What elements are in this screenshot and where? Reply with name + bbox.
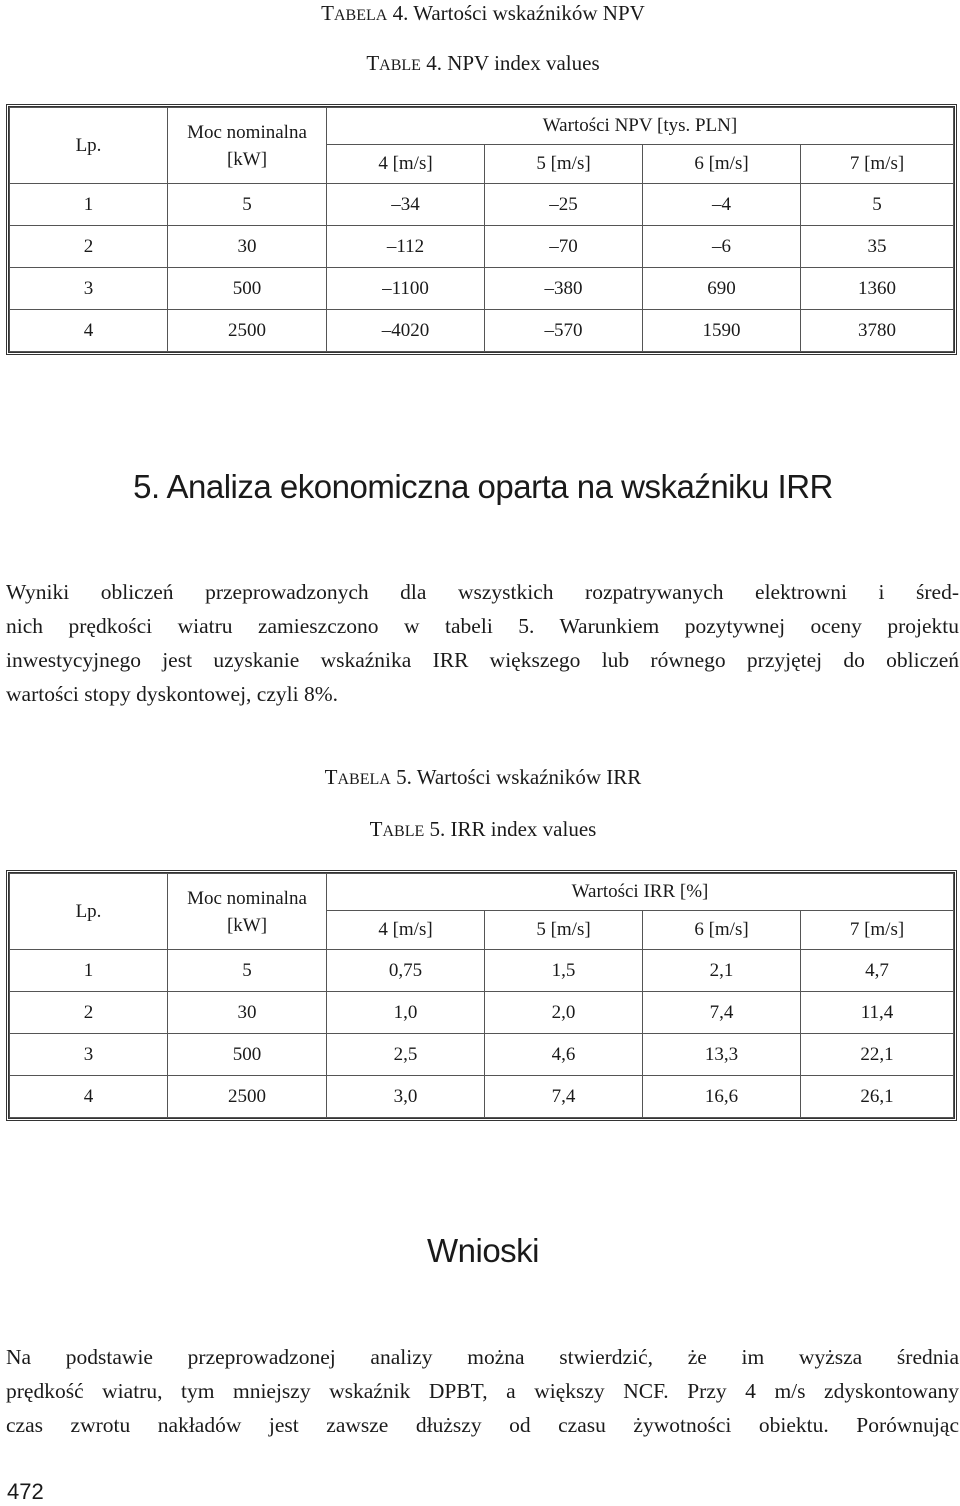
table-cell: 3,0 [327,1076,485,1118]
table-cell: 4,7 [801,950,954,992]
table-row [10,992,954,1034]
table-cell: 7,4 [643,992,801,1034]
npv-header-moc [168,108,327,184]
table4-caption-en: TABLE 4. NPV index values [366,51,600,75]
conclusions-heading: Wnioski [426,1232,540,1269]
table-row [10,268,954,310]
conclusions-paragraph [6,1340,959,1442]
table-cell: 500 [168,268,327,310]
irr-table-grid [9,873,954,1118]
table4-caption-pl: TABELA 4. Wartości wskaźników NPV [321,1,645,25]
table-cell: 1360 [801,268,954,310]
table-row [10,950,954,992]
paragraph-line: Wyniki obliczeń przeprowadzonych dla wszystkich rozpatrywanych elektrowni i śred- [6,580,959,604]
table-cell: 2,0 [485,992,643,1034]
table-cell: 35 [801,226,954,268]
npv-header-speed: 5 [m/s] [485,145,643,184]
table-cell: 1,0 [327,992,485,1034]
paragraph-line: czas zwrotu nakładów jest zawsze dłuższy od czasu żywotności obiektu. Porównując [6,1413,959,1437]
table-cell: 11,4 [801,992,954,1034]
irr-header-moc-line2: [kW] [226,914,268,936]
section-paragraph [6,575,959,711]
table5-caption-pl: TABELA 5. Wartości wskaźników IRR [324,765,642,789]
table-row [10,1076,954,1118]
table-cell: –25 [485,184,643,226]
table-cell: 2,1 [643,950,801,992]
table-cell: 30 [168,226,327,268]
table-row [10,310,954,352]
table-cell: 2500 [168,310,327,352]
table-cell: –1100 [327,268,485,310]
npv-header-moc-line2: [kW] [226,148,268,170]
table-cell: 4 [10,310,168,352]
table-cell: 7,4 [485,1076,643,1118]
table-cell: 690 [643,268,801,310]
table-cell: 3780 [801,310,954,352]
table-row [10,226,954,268]
table-cell: 1 [10,184,168,226]
irr-header-group: Wartości IRR [%] [327,874,954,911]
paragraph-line: prędkość wiatru, tym mniejszy wskaźnik DPBT, a większy NCF. Przy 4 m/s zdyskontowany [6,1379,959,1403]
table-cell: 5 [801,184,954,226]
table-cell: 3 [10,1034,168,1076]
npv-header-lp: Lp. [10,108,168,184]
npv-table [6,104,957,355]
table-cell: 2500 [168,1076,327,1118]
table-cell: –112 [327,226,485,268]
table-cell: –4020 [327,310,485,352]
irr-table [6,870,957,1121]
section-heading-irr: 5. Analiza ekonomiczna oparta na wskaźniku IRR [133,468,833,505]
paragraph-line: nich prędkości wiatru zamieszczono w tabeli 5. Warunkiem pozytywnej oceny projektu [6,614,959,638]
table-cell: 5 [168,184,327,226]
table-cell: –570 [485,310,643,352]
paragraph-line: inwestycyjnego jest uzyskanie wskaźnika IRR większego lub równego przyjętej do obliczeń [6,648,959,672]
table-cell: –4 [643,184,801,226]
irr-header-speed: 7 [m/s] [801,911,954,950]
irr-header-moc [168,874,327,950]
table-cell: –6 [643,226,801,268]
irr-header-speed: 5 [m/s] [485,911,643,950]
table-cell: 1,5 [485,950,643,992]
table-cell: 30 [168,992,327,1034]
irr-header-moc-line1: Moc nominalna [187,887,307,909]
paragraph-line: wartości stopy dyskontowej, czyli 8%. [6,682,339,706]
table-row [10,184,954,226]
table-cell: 2,5 [327,1034,485,1076]
table-cell: 26,1 [801,1076,954,1118]
table-cell: 22,1 [801,1034,954,1076]
table-cell: 1 [10,950,168,992]
npv-header-speed: 7 [m/s] [801,145,954,184]
npv-header-moc-line1: Moc nominalna [187,121,307,143]
table-cell: 4 [10,1076,168,1118]
irr-header-speed: 6 [m/s] [643,911,801,950]
table-cell: 0,75 [327,950,485,992]
table-cell: 2 [10,226,168,268]
table-cell: 5 [168,950,327,992]
table-row [10,1034,954,1076]
table-cell: 13,3 [643,1034,801,1076]
irr-header-speed: 4 [m/s] [327,911,485,950]
table-cell: 500 [168,1034,327,1076]
table-cell: –34 [327,184,485,226]
table-cell: 1590 [643,310,801,352]
npv-header-speed: 4 [m/s] [327,145,485,184]
irr-header-lp: Lp. [10,874,168,950]
npv-table-grid [9,107,954,352]
table-cell: –380 [485,268,643,310]
table-cell: 4,6 [485,1034,643,1076]
table-cell: 3 [10,268,168,310]
npv-header-speed: 6 [m/s] [643,145,801,184]
table-cell: –70 [485,226,643,268]
table5-caption-en: TABLE 5. IRR index values [369,817,597,841]
npv-header-group: Wartości NPV [tys. PLN] [327,108,954,145]
table-cell: 16,6 [643,1076,801,1118]
table-cell: 2 [10,992,168,1034]
paragraph-line: Na podstawie przeprowadzonej analizy można stwierdzić, że im wyższa średnia [6,1345,959,1369]
page-number: 472 [7,1479,44,1504]
